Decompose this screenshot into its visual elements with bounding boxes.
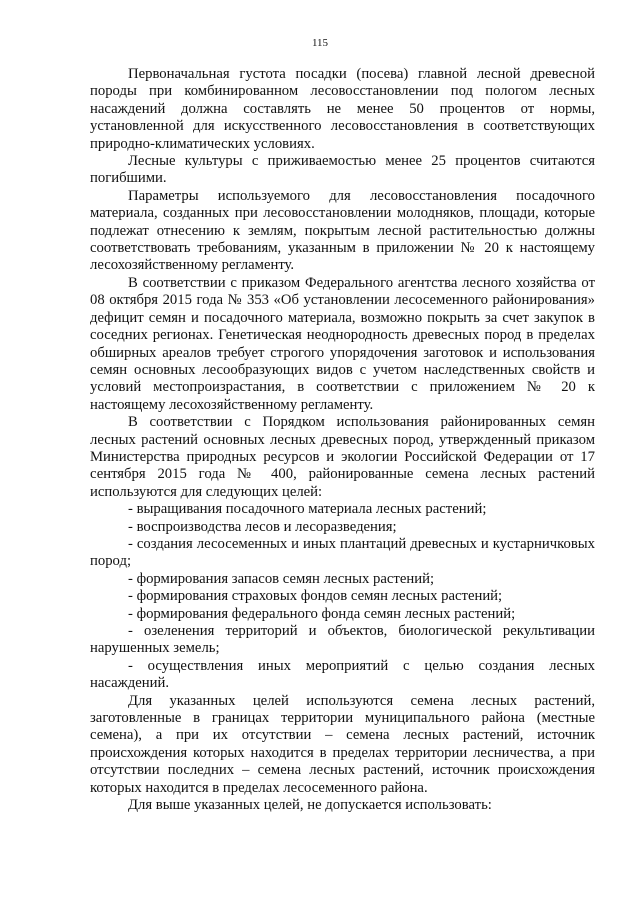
- list-item: - озеленения территорий и объектов, биологической рекультивации нарушенных земель;: [90, 623, 595, 657]
- paragraph: Для указанных целей используются семена лесных растений, заготовленные в границах территории муниципального района (местные семена), а при их отсутствии – семена лесных растений, источник происхождения которых находится в пределах территории лесничества, а при отсутствии последних – семена лесных растений, источник происхождения которых находится в пределах лесосеменного района.: [90, 692, 595, 796]
- paragraph: В соответствии с приказом Федерального агентства лесного хозяйства от 08 октября 2015 года № 353 «Об установлении лесосеменного районирования» дефицит семян и посадочного материала, возможно покрыть за счет закупок в соседних регионах. Генетическая неоднородность древесных пород в пределах обширных ареалов требует строгого упорядочения заготовок и использования семян основных лесообразующих видов с учетом наследственных свойств и условий местопроизрастания, в соответствии с приложением № 20 к настоящему лесохозяйственному регламенту.: [90, 274, 595, 413]
- paragraph: В соответствии с Порядком использования районированных семян лесных растений основных лесных древесных пород, утвержденный приказом Министерства природных ресурсов и экологии Российской Федерации от 17 сентября 2015 года № 400, районированные семена лесных растений используются для следующих целей:: [90, 414, 595, 500]
- page-number: 115: [311, 37, 329, 49]
- list-item: - воспроизводства лесов и лесоразведения;: [128, 518, 397, 535]
- list-item: - создания лесосеменных и иных плантаций древесных и кустарничковых пород;: [90, 535, 595, 570]
- list-item: - осуществления иных мероприятий с целью создания лесных насаждений.: [90, 657, 595, 692]
- paragraph: Лесные культуры с приживаемостью менее 25 процентов считаются погибшими.: [90, 153, 595, 187]
- paragraph: Первоначальная густота посадки (посева) главной лесной древесной породы при комбинированном лесовосстановлении под пологом лесных насаждений должна составлять не менее 50 процентов от нормы, установленной для искусственного лесовосстановления в соответствующих природно-климатических условиях.: [90, 66, 595, 152]
- list-item: - формирования федерального фонда семян лесных растений;: [128, 605, 516, 622]
- paragraph: Для выше указанных целей, не допускается использовать:: [128, 797, 492, 814]
- paragraph: Параметры используемого для лесовосстановления посадочного материала, созданных при лесовосстановлении молодняков, площади, которые подлежат отнесению к землям, покрытым лесной растительностью должны соответствовать требованиям, указанным в приложении № 20 к настоящему лесохозяйственному регламенту.: [90, 187, 595, 274]
- document-body: [90, 66, 595, 814]
- list-item: - формирования страховых фондов семян лесных растений;: [128, 588, 503, 605]
- list-item: - выращивания посадочного материала лесных растений;: [128, 501, 487, 518]
- list-item: - формирования запасов семян лесных растений;: [128, 570, 435, 587]
